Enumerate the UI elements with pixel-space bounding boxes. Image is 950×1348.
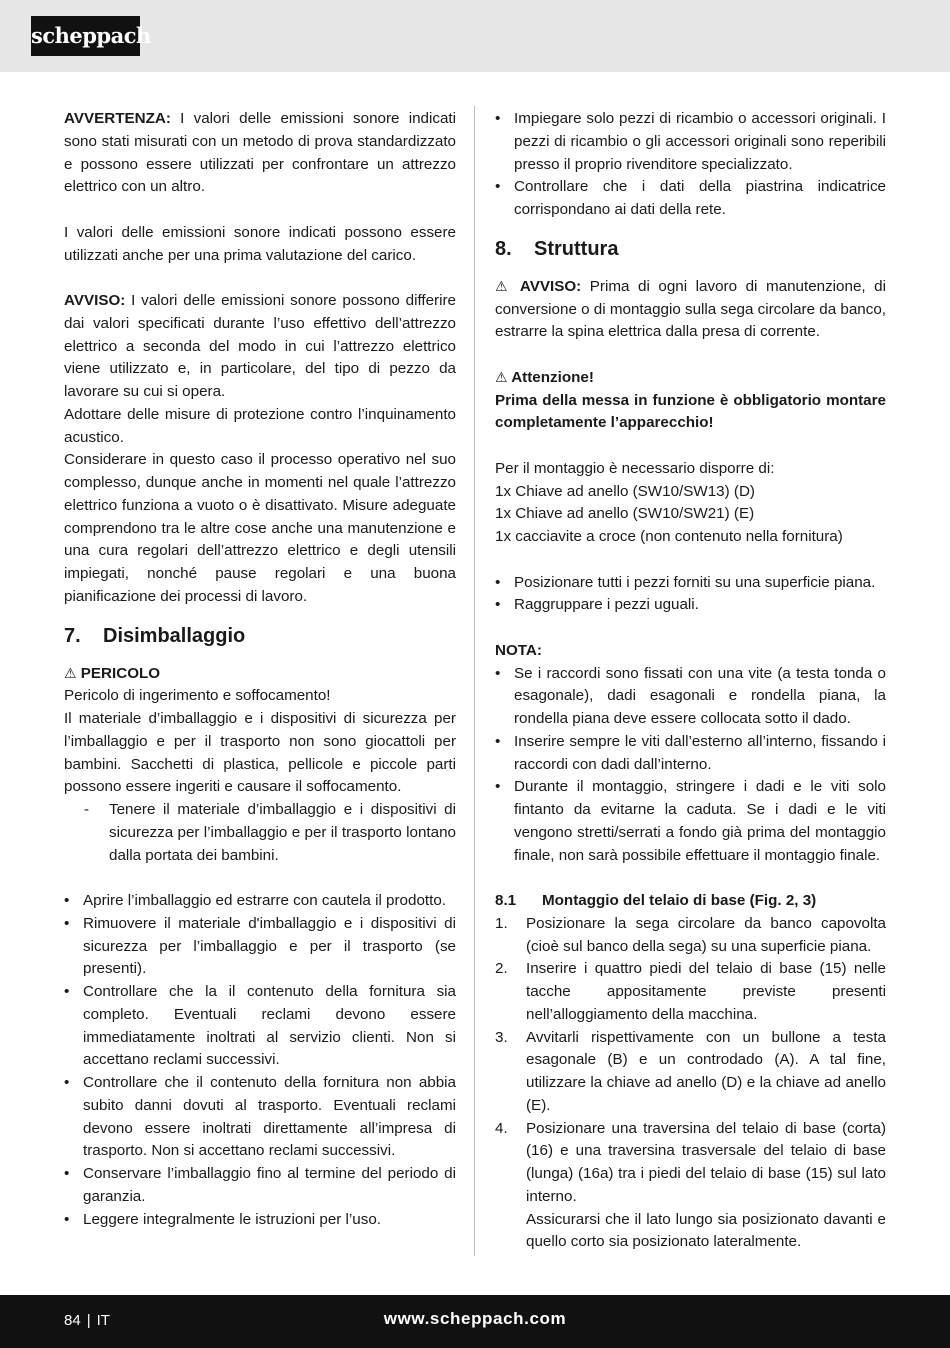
section-7-heading [64, 623, 456, 649]
step-extra-text: Assicurarsi che il lato lungo sia posizionato davanti e quello corto sia posizionato lateralmente. [526, 1210, 886, 1251]
step-item [495, 958, 886, 1026]
section-number: 8.1 [495, 892, 517, 909]
list-item: • Controllare che i dati della piastrina indicatrice corrispondano ai dati della rete. [495, 176, 886, 222]
warning-triangle-icon: ⚠ [495, 278, 512, 295]
separator: | [86, 1312, 91, 1329]
section-title: Disimballaggio [103, 624, 246, 647]
section-number: 8. [495, 237, 512, 260]
right-column [495, 108, 886, 1254]
spare-parts-bullet-list [495, 108, 886, 222]
step-number: 2. [495, 960, 508, 978]
preparation-bullet-list [495, 572, 886, 618]
section-number: 7. [64, 624, 81, 647]
notice-label: AVVISO: [64, 292, 126, 309]
step-item [495, 1027, 886, 1118]
noise-warning-paragraph [64, 108, 456, 199]
list-item: - Tenere il materiale d’imballaggio e i dispositivi di sicurezza per l’imballaggio e per il trasporto lontano dalla portata dei bambini. [109, 799, 456, 867]
tools-intro: Per il montaggio è necessario disporre di: [495, 459, 775, 477]
protection-paragraph: Adottare delle misure di protezione contro l’inquinamento acustico. [64, 405, 456, 446]
tool-item: 1x cacciavite a croce (non contenuto nella fornitura) [495, 528, 843, 545]
page-footer [0, 1295, 950, 1348]
step-text: Inserire i quattro piedi del telaio di base (15) nelle tacche appositamente previste presenti nell’alloggiamento della macchina. [526, 960, 886, 1023]
list-item: • Posizionare tutti i pezzi forniti su una superficie piana. [495, 572, 886, 595]
danger-title: PERICOLO [80, 664, 161, 682]
list-item: • Durante il montaggio, stringere i dadi e le viti solo fintanto da evitarne la caduta. Se i dadi e le viti vengono stretti/serrati a fondo già prima del montaggio finale, non sarà possibile effettuare il montaggio finale. [495, 776, 886, 867]
danger-subtitle: Pericolo di ingerimento e soffocamento! [64, 687, 331, 705]
step-text: Posizionare la sega circolare da banco capovolta (cioè sul banco della sega) su una superficie piana. [526, 914, 886, 955]
step-item [495, 1118, 886, 1255]
scheppach-logo: scheppach [31, 16, 140, 56]
warning-text: I valori delle emissioni sonore indicati sono stati misurati con un metodo di prova standardizzato e possono essere utilizzati per confrontare un attrezzo elettrico con un altro. [64, 110, 456, 196]
section-title: Struttura [534, 237, 619, 260]
noise-values-paragraph: I valori delle emissioni sonore indicati possono essere utilizzati anche per una prima valutazione del carico. [64, 223, 456, 264]
language-code: IT [96, 1312, 110, 1329]
notice-paragraph [64, 290, 456, 404]
page-number-value: 84 [64, 1312, 81, 1329]
list-item: • Controllare che il contenuto della fornitura non abbia subito danni dovuti al trasporto. Eventuali reclami devono essere inoltrati direttamente all’impresa di trasporto. Non si accettano reclami successivi. [64, 1072, 456, 1163]
unpacking-bullet-list [64, 890, 456, 1231]
list-item: • Leggere integralmente le istruzioni per l’uso. [64, 1209, 456, 1232]
attention-text: Prima della messa in funzione è obbligatorio montare completamente l’apparecchio! [495, 391, 886, 432]
danger-heading [64, 663, 456, 686]
attention-heading [495, 367, 886, 390]
assembly-steps-list [495, 913, 886, 1254]
list-item: • Raggruppare i pezzi uguali. [495, 594, 886, 617]
left-column [64, 108, 456, 1231]
notice-label: AVVISO: [519, 277, 582, 295]
list-item: • Controllare che la il contenuto della fornitura sia completo. Eventuali reclami devono essere immediatamente inoltrati al servizio clienti. Non si accettano reclami successivi. [64, 981, 456, 1072]
list-item: • Rimuovere il materiale d'imballaggio e i dispositivi di sicurezza per l’imballaggio e per il trasporto (se presenti). [64, 913, 456, 981]
page-header [0, 0, 950, 72]
list-item: • Inserire sempre le viti dall’esterno all’interno, fissando i raccordi con dadi dall’interno. [495, 731, 886, 777]
step-item [495, 913, 886, 959]
section-8-heading [495, 236, 886, 262]
maintenance-notice [495, 276, 886, 344]
danger-dash-list [64, 799, 456, 867]
section-8-1-heading [495, 890, 886, 913]
list-item: • Aprire l’imballaggio ed estrarre con cautela il prodotto. [64, 890, 456, 913]
danger-text: Il materiale d’imballaggio e i dispositivi di sicurezza per l’imballaggio e per il trasporto non sono giocattoli per bambini. Sacchetti di plastica, pellicole e piccole parti possono essere ingeriti e causare il soffocamento. [64, 710, 456, 796]
warning-label: AVVERTENZA: [64, 110, 171, 127]
step-number: 3. [495, 1028, 508, 1046]
tool-item: 1x Chiave ad anello (SW10/SW13) (D) [495, 482, 755, 500]
tool-item: 1x Chiave ad anello (SW10/SW21) (E) [495, 505, 755, 523]
warning-triangle-icon: ⚠ [495, 369, 508, 386]
operating-process-paragraph: Considerare in questo caso il processo operativo nel suo complesso, dunque anche in momenti nel quale l’attrezzo elettrico funziona a vuoto o è disattivato. Misure adeguate comprendono tra le altre cose anche una manutenzione e una cura regolari dell’attrezzo elettrico e degli utensili impiegati, nonché pause regolari e una buona pianificazione dei processi di lavoro. [64, 451, 456, 605]
note-bullet-list [495, 663, 886, 868]
step-text: Posizionare una traversina del telaio di base (corta) (16) e una traversina trasversale del telaio di base (lunga) (16a) tra i piedi del telaio di base (15) sul lato interno. [526, 1119, 886, 1205]
list-item: • Impiegare solo pezzi di ricambio o accessori originali. I pezzi di ricambio o gli accessori originali sono reperibili presso il proprio rivenditore specializzato. [495, 108, 886, 176]
step-text: Avvitarli rispettivamente con un bullone a testa esagonale (B) e un controdado (A). A tal fine, utilizzare la chiave ad anello (D) e la chiave ad anello (E). [526, 1028, 886, 1114]
website-url: www.scheppach.com [383, 1309, 567, 1328]
column-divider [474, 106, 475, 1256]
section-title: Montaggio del telaio di base (Fig. 2, 3) [542, 892, 817, 909]
step-number: 1. [495, 914, 508, 932]
warning-triangle-icon: ⚠ [64, 665, 77, 682]
notice-text: Prima di ogni lavoro di manutenzione, di conversione o di montaggio sulla sega circolare da banco, estrarre la spina elettrica dalla presa di corrente. [495, 277, 886, 341]
list-item: • Conservare l’imballaggio fino al termine del periodo di garanzia. [64, 1163, 456, 1209]
attention-title: Attenzione! [511, 368, 594, 386]
list-item: • Se i raccordi sono fissati con una vite (a testa tonda o esagonale), dadi esagonali e rondella piana, la rondella piana deve essere collocata sotto il dado. [495, 663, 886, 731]
notice-text: I valori delle emissioni sonore possono differire dai valori specificati durante l’uso effettivo dell’attrezzo elettrico a seconda del modo in cui l’attrezzo elettrico viene utilizzato e, in particolare, del tipo di pezzo da lavorare su cui si opera. [64, 292, 456, 400]
step-number: 4. [495, 1119, 508, 1137]
note-title: NOTA: [495, 641, 542, 659]
